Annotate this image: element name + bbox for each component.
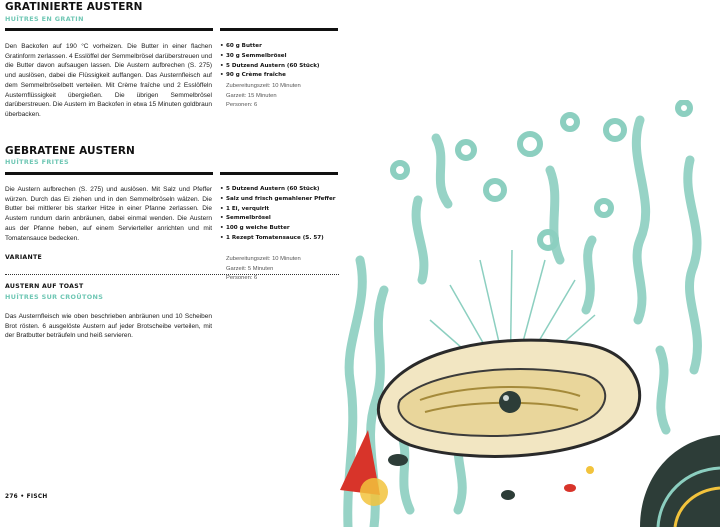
ingredient: • Semmelbrösel <box>220 214 340 224</box>
recipe-2-rule-right <box>220 172 338 175</box>
ingredient: • 1 Ei, verquirlt <box>220 205 340 215</box>
servings: Personen: 6 <box>226 102 258 109</box>
recipe-1-rule-right <box>220 28 338 31</box>
ingredient: • 30 g Semmelbrösel <box>220 52 340 62</box>
recipe-1-ingredients <box>220 42 340 81</box>
recipe-1-title: GRATINIERTE AUSTERN <box>5 1 143 13</box>
ingredient: • 90 g Crème fraîche <box>220 71 340 81</box>
oyster-illustration <box>340 100 720 527</box>
ingredient: • 100 g weiche Butter <box>220 224 340 234</box>
recipe-2-ingredients <box>220 185 340 244</box>
recipe-1-subtitle: HUÎTRES EN GRATIN <box>5 15 84 23</box>
recipe-1-info <box>226 82 346 111</box>
ingredient: • Salz und frisch gemahlener Pfeffer <box>220 195 340 205</box>
ingredient: • 5 Dutzend Austern (60 Stück) <box>220 185 340 195</box>
recipe-2-rule <box>5 172 213 175</box>
variant-title: AUSTERN AUF TOAST <box>5 283 84 290</box>
recipe-1-method: Den Backofen auf 190 °C vorheizen. Die Butter in einer flachen Gratinform zerlassen. 4 Esslöffel der Semmelbrösel darüberstreuen und die Butter davon aufsaugen lassen. Die Austern aufbrechen (S. 275) und auslösen, dabei die Flüssigkeit auffangen. Das Austernfleisch auf dem Semmelbröselbett verteilen. Mit Crème fraîche und 2 Esslöffeln Austernflüssigkeit übergießen. Die übrigen Semmelbrösel darüberstreuen. Die Austern im Backofen in etwa 15 Minuten goldbraun überbacken. <box>5 43 212 118</box>
seaweed-shapes <box>348 120 698 527</box>
recipe-2-title: GEBRATENE AUSTERN <box>5 145 135 157</box>
page-folio: 276 • FISCH <box>5 494 48 500</box>
cook-time: Garzeit: 15 Minuten <box>226 92 277 99</box>
recipe-1-rule <box>5 28 213 31</box>
ingredient: • 60 g Butter <box>220 42 340 52</box>
variant-dotted-rule <box>5 274 339 275</box>
recipe-2-info <box>226 255 346 284</box>
servings: Personen: 6 <box>226 275 258 282</box>
variant-label: VARIANTE <box>5 254 43 261</box>
oyster-shell <box>378 340 639 456</box>
prep-time: Zubereitungszeit: 10 Minuten <box>226 256 301 262</box>
ingredient: • 5 Dutzend Austern (60 Stück) <box>220 62 340 72</box>
pearl <box>499 391 521 413</box>
prep-time: Zubereitungszeit: 10 Minuten <box>226 83 301 89</box>
recipe-2-subtitle: HUÎTRES FRITES <box>5 158 69 166</box>
recipe-2-method: Die Austern aufbrechen (S. 275) und auslösen. Mit Salz und Pfeffer würzen. Durch das Ei ziehen und in den Semmelbröseln wälzen. Die Butter bei mittlerer bis starker Hitze in einer Pfanne zerlassen. Die Austern rundum darin anbräunen, dabei einmal wenden. Die Austern aus der Pfanne heben, auf einem Servierteller anrichten und mit Tomatensauce bedecken. <box>5 186 212 242</box>
cook-time: Garzeit: 5 Minuten <box>226 265 274 272</box>
variant-method: Das Austernfleisch wie oben beschrieben anbräunen und 10 Scheiben Brot rösten. 6 ausgelöste Austern auf jeder Brotscheibe verteilen, mit der Bratbutter beträufeln und heiß servieren. <box>5 313 212 340</box>
variant-subtitle: HUÎTRES SUR CROÛTONS <box>5 293 104 301</box>
ingredient: • 1 Rezept Tomatensauce (S. 57) <box>220 234 340 244</box>
